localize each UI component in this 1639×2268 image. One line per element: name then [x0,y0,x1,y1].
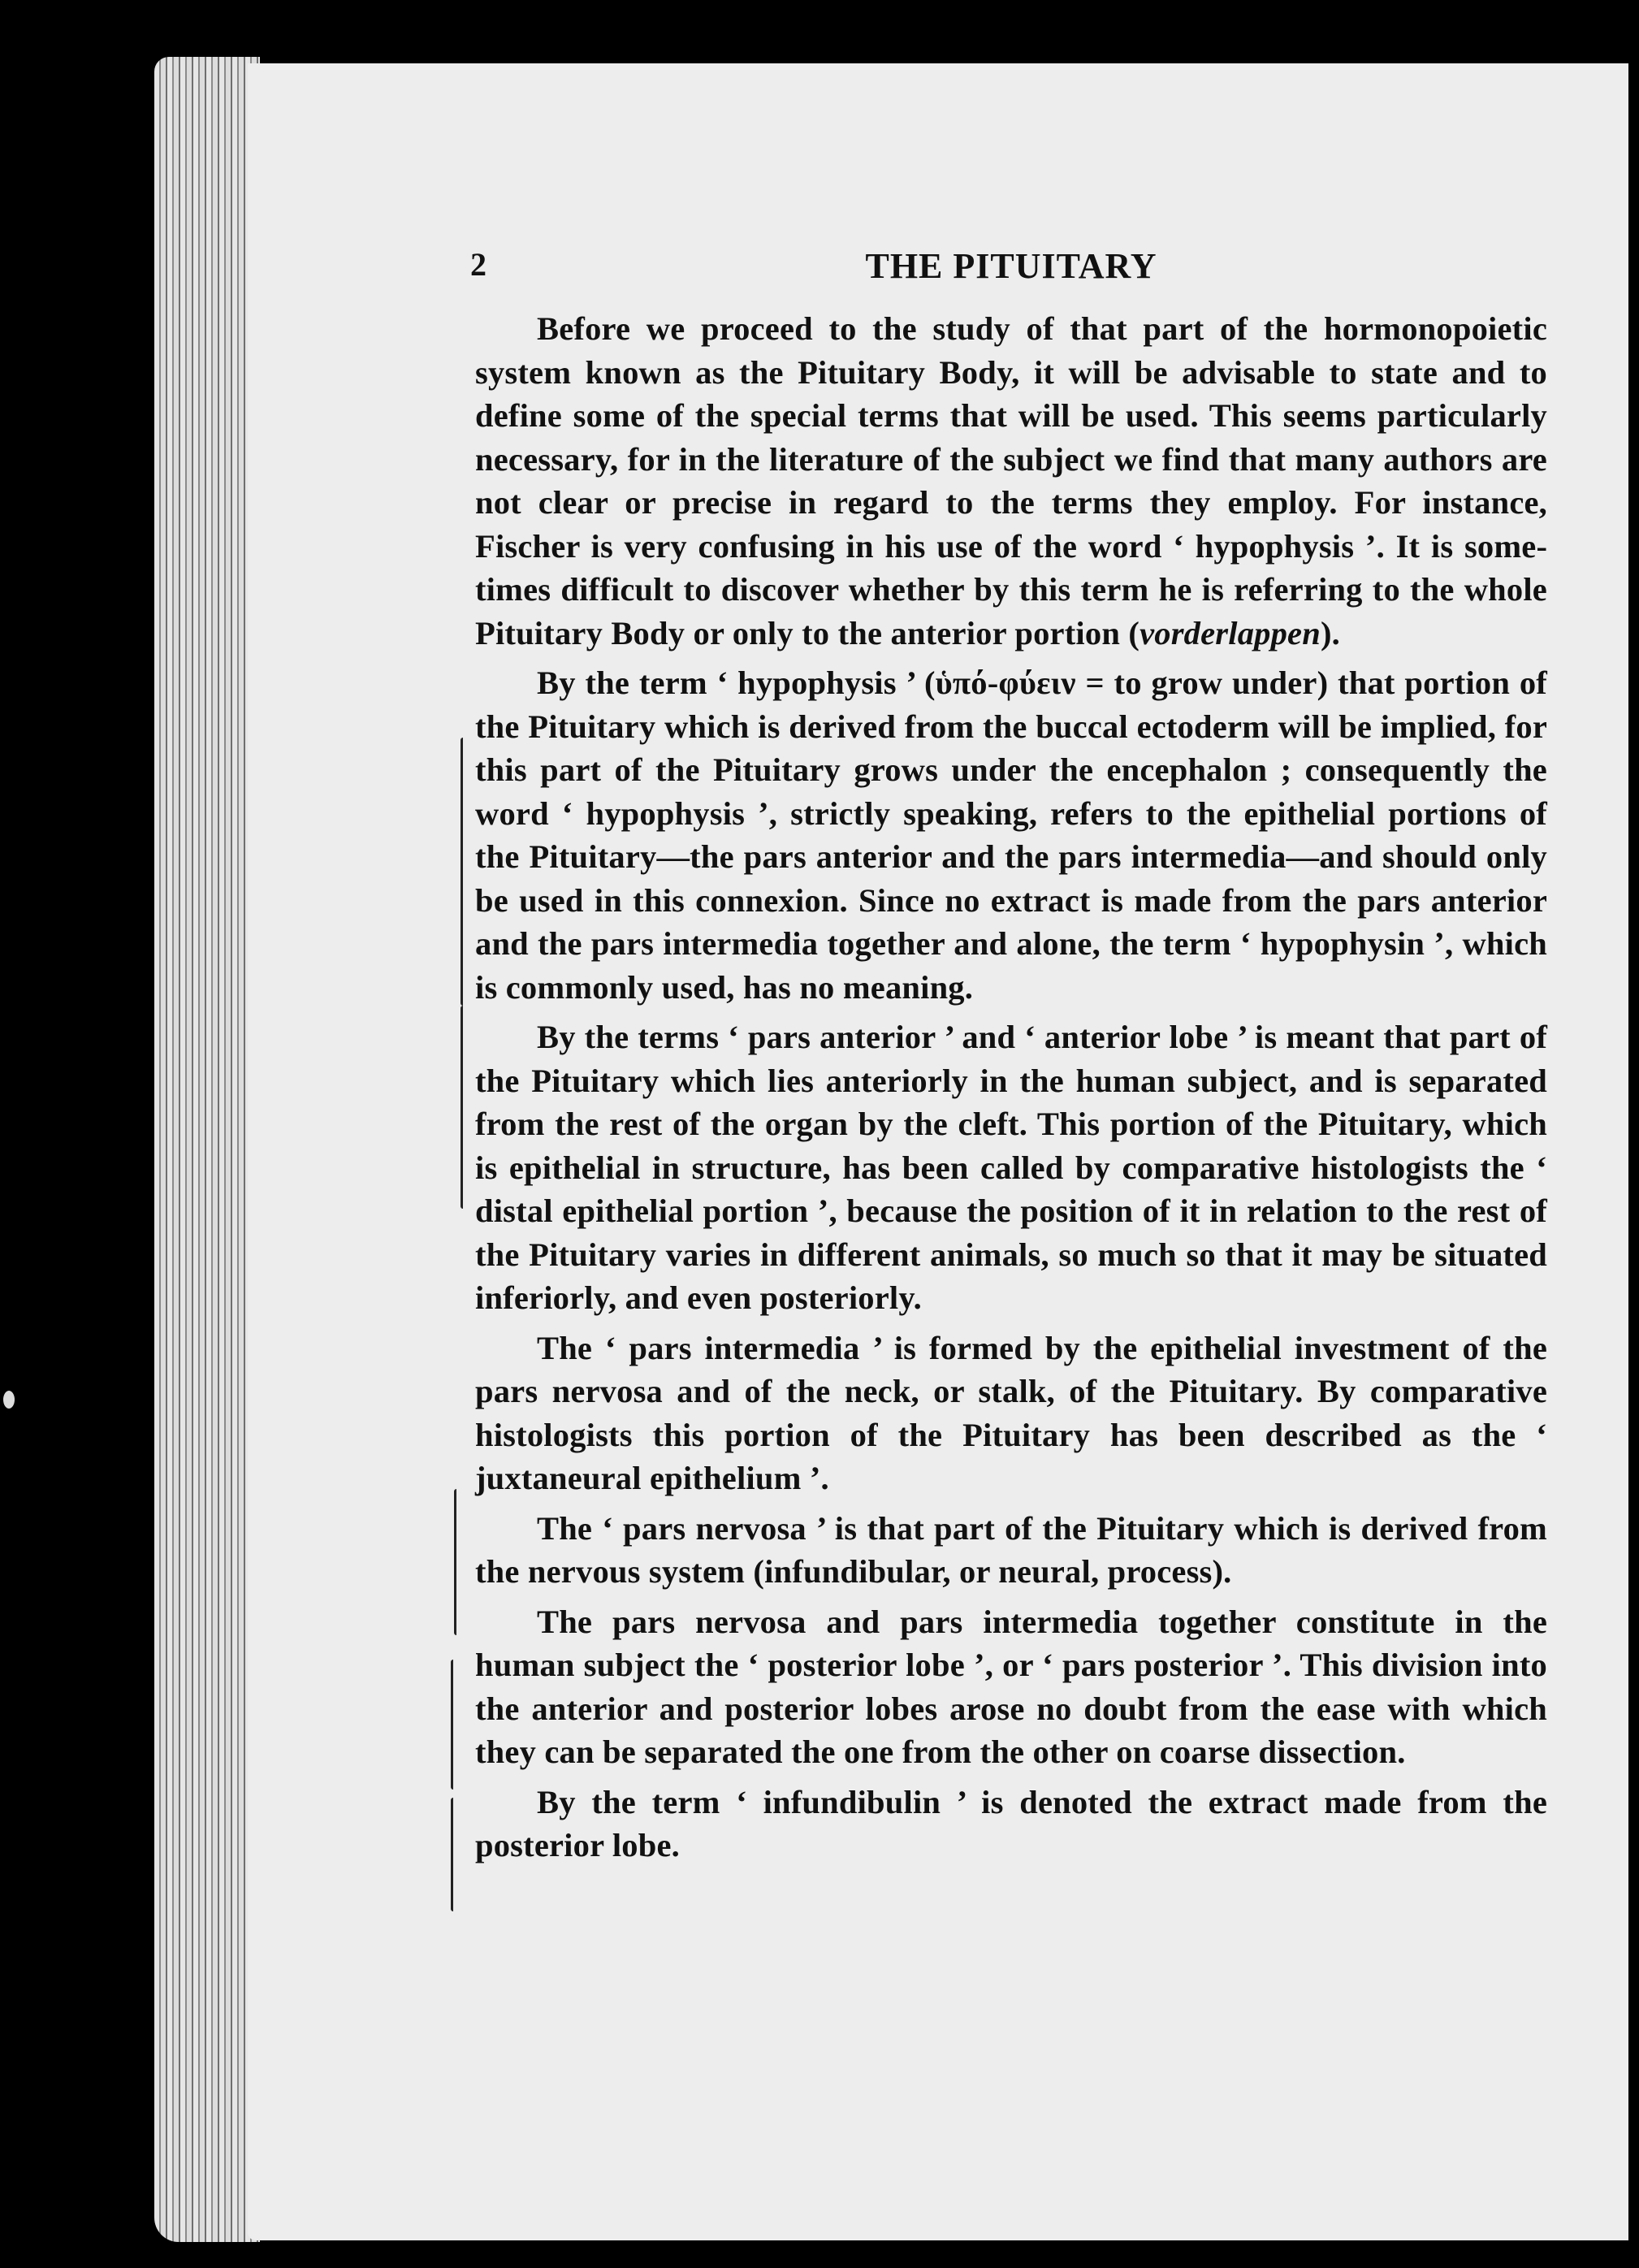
paragraph: By the term ‘ infundibulin ’ is denoted the extract made from the posterior lobe. [475,1783,1547,1863]
paragraph-text: ). [1320,614,1340,651]
page-number: 2 [470,246,487,283]
margin-spot [3,1391,15,1409]
pencil-bracket [461,1006,463,1209]
running-title: THE PITUITARY [865,246,1157,286]
page-edges [154,57,260,2242]
paragraph: The pars nervosa and pars intermedia together constitute in the human subject the ‘ posterior lobe ’, or ‘ pars posterior ’. This division into the anterior and posterior lobes arose no doubt from the ease with which they can be separated the one from the other on coarse dissection. [475,1603,1547,1770]
paragraph [475,307,1547,655]
paragraph: The ‘ pars nervosa ’ is that part of the Pituitary which is derived from the nervous system (infundibular, or neural, process). [475,1509,1547,1590]
book-page [248,63,1628,2240]
pencil-bracket [451,1798,453,1911]
paragraph: By the terms ‘ pars anterior ’ and ‘ anterior lobe ’ is meant that part of the Pituitary which lies anteriorly in the human subject, and is separated from the rest of the organ by the cleft. This portion of the Pituitary, which is epithelial in structure, has been called by comparative histologists the ‘ distal epithelial portion ’, because the position of it in relation to the rest of the Pituitary varies in different animals, so much so that it may be situated inferiorly, and even posteriorly. [475,1019,1547,1316]
paragraph: By the term ‘ hypophysis ’ (ὑπό-φύειν = to grow under) that portion of the Pituitary which is derived from the buccal ectoderm will be implied, for this part of the Pituitary grows under the encephalon ; consequently the word ‘ hypophysis ’, strictly speaking, refers to the epithelial portions of the Pituitary—the pars anterior and the pars intermedia—and should only be used in this connexion. Since no extract is made from the pars anterior and the pars intermedia together and alone, the term ‘ hypophysin ’, which is commonly used, has no meaning. [475,664,1547,1006]
pencil-bracket [451,1660,453,1790]
italic-term: vorderlappen [1140,614,1321,651]
paragraph-text: Before we proceed to the study of that part of the hormonopoietic system known as the Pituitary Body, it will be advisable to state and to define some of the special terms that will be used. This seems particularly necessary, for in the literature of the subject we find that many authors are not clear or precise in regard to the terms they employ. For instance, Fischer is very confusing in his use of the word ‘ hypophysis ’. It is sometimes difficult to discover whether by this term he is referring to the whole Pituitary Body or only to the anterior portion ( [475,310,1547,651]
pencil-bracket [454,1489,456,1635]
page-header [470,242,1547,307]
page-content [470,242,1547,1874]
pencil-bracket [461,738,463,1006]
paragraph: The ‘ pars intermedia ’ is formed by the epithelial investment of the pars nervosa and of the neck, or stalk, of the Pituitary. By comparative histologists this portion of the Pituitary has been described as the ‘ juxtaneural epithelium ’. [475,1329,1547,1496]
